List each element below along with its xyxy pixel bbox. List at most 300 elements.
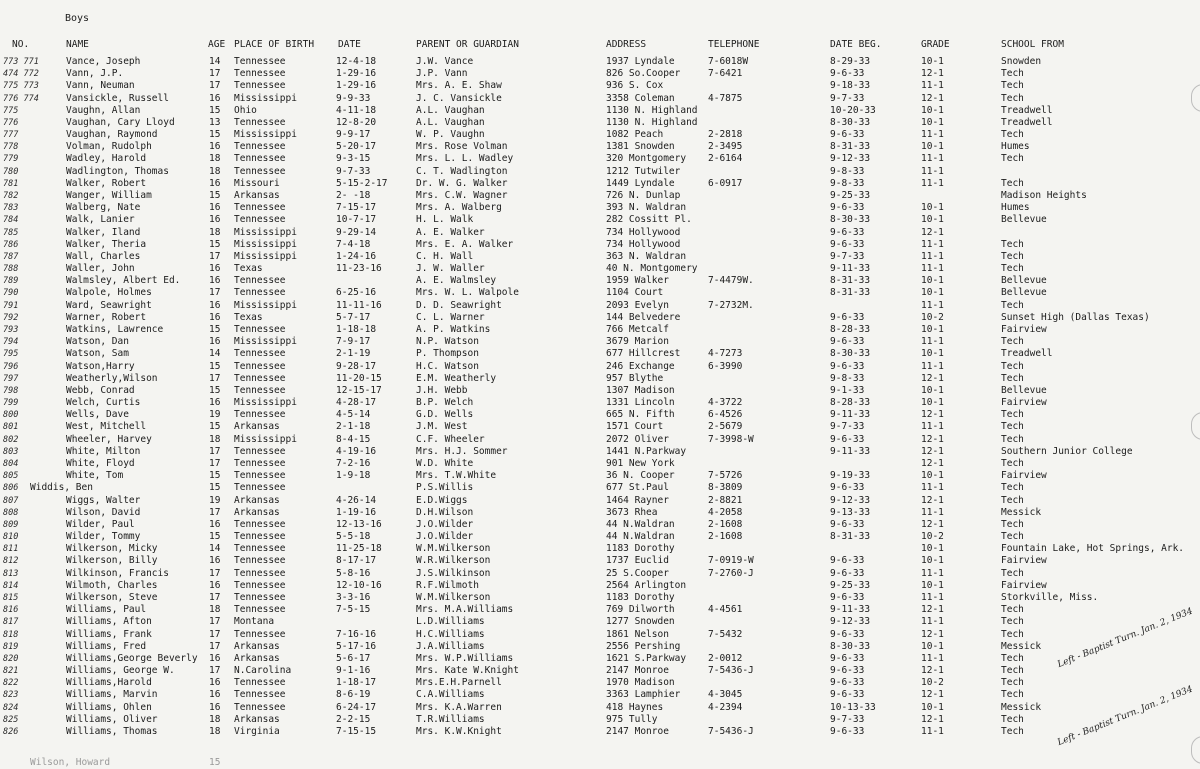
- row-number: 820: [3, 653, 19, 664]
- birth-date: 7-5-15: [336, 604, 371, 616]
- place-of-birth: Tennessee: [234, 202, 286, 214]
- age: 17: [209, 287, 221, 299]
- row-number: 799: [3, 398, 19, 408]
- school-from: Tech: [1001, 153, 1024, 165]
- table-row: [0, 568, 1200, 580]
- student-name: West, Mitchell: [66, 421, 147, 433]
- date-began: 9-25-33: [830, 190, 871, 201]
- school-from: Bellevue: [1001, 214, 1047, 226]
- table-row: [0, 409, 1200, 421]
- address: 2093 Evelyn: [606, 299, 669, 311]
- age: 17: [209, 628, 221, 640]
- birth-date: 4-19-16: [336, 445, 377, 457]
- birth-date: 12-10-16: [336, 579, 382, 591]
- age: 16: [209, 652, 221, 664]
- handwritten-note: Left - Baptist Turn. Jan. 2, 1934: [1056, 684, 1195, 748]
- date-began: 9-6-33: [830, 238, 865, 250]
- student-name: Vansickle, Russell: [66, 92, 169, 104]
- age: 19: [209, 409, 221, 421]
- place-of-birth: Montana: [234, 616, 275, 628]
- parent-name: Mrs. C.W. Wagner: [416, 190, 508, 201]
- row-number: 796: [3, 361, 19, 372]
- address: 665 N. Fifth: [606, 409, 675, 421]
- place-of-birth: Tennessee: [234, 701, 286, 713]
- date-began: 9-12-33: [830, 494, 871, 506]
- row-number: 814: [3, 580, 19, 591]
- table-row: [0, 166, 1200, 178]
- school-from: Storkville, Miss.: [1001, 591, 1099, 603]
- place-of-birth: Tennessee: [234, 628, 286, 640]
- grade: 10-1: [921, 470, 944, 482]
- age: 16: [209, 214, 221, 226]
- student-name: Wadlington, Thomas: [66, 165, 169, 177]
- cut-off-age: 15: [209, 757, 221, 768]
- date-began: 9-11-33: [830, 604, 871, 616]
- school-from: Fairview: [1001, 470, 1047, 482]
- telephone: 7-0919-W: [708, 555, 754, 567]
- grade: 12-1: [921, 226, 944, 238]
- page-title: Boys: [65, 13, 90, 24]
- header-place-of-birth: PLACE OF BIRTH: [234, 39, 315, 50]
- place-of-birth: Tennessee: [234, 275, 286, 287]
- parent-name: E.M. Weatherly: [416, 372, 497, 384]
- row-number: 804: [3, 458, 19, 469]
- student-name: Warner, Robert: [66, 311, 147, 323]
- parent-name: H.C. Watson: [416, 360, 479, 372]
- table-row: [0, 239, 1200, 251]
- header-grade: GRADE: [921, 39, 950, 50]
- parent-name: Mrs. A. E. Shaw: [416, 80, 502, 92]
- student-name: Walker, Robert: [66, 177, 147, 189]
- date-began: 9-13-33: [830, 506, 871, 518]
- student-name: Wilson, David: [66, 506, 141, 518]
- row-number: 790: [3, 288, 19, 299]
- school-from: Tech: [1001, 494, 1024, 506]
- table-row: [0, 263, 1200, 275]
- table-row: [0, 495, 1200, 507]
- birth-date: 1-18-18: [336, 324, 377, 335]
- address: 826 So.Cooper: [606, 68, 681, 80]
- birth-date: 11-23-16: [336, 263, 382, 275]
- table-row: [0, 214, 1200, 226]
- age: 18: [209, 226, 221, 238]
- place-of-birth: Mississippi: [234, 336, 297, 348]
- school-from: Tech: [1001, 689, 1024, 701]
- place-of-birth: Arkansas: [234, 640, 280, 652]
- place-of-birth: Tennessee: [234, 360, 286, 372]
- date-began: 9-18-33: [830, 80, 871, 92]
- parent-name: B.P. Welch: [416, 397, 474, 408]
- table-row: [0, 153, 1200, 165]
- school-from: Sunset High (Dallas Texas): [1001, 311, 1150, 323]
- table-row: [0, 592, 1200, 604]
- table-row: [0, 251, 1200, 263]
- table-row: [0, 726, 1200, 738]
- school-from: Humes: [1001, 141, 1030, 153]
- age: 14: [209, 543, 221, 555]
- address: 1441 N.Parkway: [606, 445, 687, 457]
- parent-name: W. P. Vaughn: [416, 129, 485, 141]
- address: 363 N. Waldran: [606, 250, 687, 262]
- birth-date: 5-7-17: [336, 311, 371, 323]
- student-name: Williams, Paul: [66, 604, 147, 616]
- address: 144 Belvedere: [606, 311, 681, 323]
- address: 2147 Monroe: [606, 725, 669, 737]
- address: 3358 Coleman: [606, 92, 675, 104]
- grade: 11-1: [921, 360, 944, 372]
- birth-date: 12-13-16: [336, 518, 382, 530]
- student-name: Wilkinson, Francis: [66, 567, 169, 579]
- address: 1277 Snowden: [606, 616, 675, 628]
- table-row: [0, 616, 1200, 628]
- table-row: [0, 385, 1200, 397]
- place-of-birth: Tennessee: [234, 482, 286, 494]
- birth-date: 11-25-18: [336, 543, 382, 555]
- student-name: Williams, Oliver: [66, 713, 158, 725]
- date-began: 9-6-33: [830, 665, 865, 676]
- table-row: [0, 507, 1200, 519]
- row-number: 793: [3, 325, 19, 335]
- student-name: Vaughn, Allan: [66, 104, 141, 116]
- student-name: Walker, Iland: [66, 226, 141, 238]
- birth-date: 7-16-16: [336, 628, 377, 640]
- grade: 10-2: [921, 531, 944, 542]
- address: 1861 Nelson: [606, 628, 669, 640]
- age: 17: [209, 445, 221, 457]
- birth-date: 9-28-17: [336, 360, 377, 372]
- row-number: 802: [3, 434, 19, 445]
- date-began: 9-6-33: [830, 518, 865, 530]
- student-name: Wilkerson, Billy: [66, 555, 158, 567]
- student-name: Walpole, Holmes: [66, 287, 152, 299]
- table-row: [0, 482, 1200, 494]
- place-of-birth: Arkansas: [234, 713, 280, 725]
- place-of-birth: Mississippi: [234, 238, 297, 250]
- grade: 12-1: [921, 665, 944, 676]
- birth-date: 3-3-16: [336, 591, 371, 603]
- parent-name: J.S.Wilkinson: [416, 567, 491, 579]
- grade: 11-1: [921, 591, 944, 603]
- place-of-birth: Tennessee: [234, 324, 286, 335]
- place-of-birth: Mississippi: [234, 250, 297, 262]
- age: 16: [209, 336, 221, 348]
- parent-name: J.O.Wilder: [416, 518, 474, 530]
- table-row: [0, 714, 1200, 726]
- table-row: [0, 653, 1200, 665]
- school-from: Messick: [1001, 701, 1042, 713]
- place-of-birth: Tennessee: [234, 153, 286, 165]
- place-of-birth: Arkansas: [234, 421, 280, 433]
- birth-date: 2-1-18: [336, 421, 371, 433]
- table-row: [0, 531, 1200, 543]
- age: 16: [209, 555, 221, 567]
- parent-name: A.L. Vaughan: [416, 116, 485, 128]
- telephone: 4-3722: [708, 397, 743, 408]
- parent-name: Mrs. W. L. Walpole: [416, 287, 519, 299]
- student-name: Walmsley, Albert Ed.: [66, 275, 181, 287]
- age: 16: [209, 311, 221, 323]
- grade: 11-1: [921, 652, 944, 664]
- birth-date: 9-9-17: [336, 129, 371, 141]
- birth-date: 11-20-15: [336, 372, 382, 384]
- address: 1130 N. Highland: [606, 104, 698, 116]
- school-from: Tech: [1001, 677, 1024, 689]
- parent-name: W.M.Wilkerson: [416, 591, 491, 603]
- header-age: AGE: [208, 39, 226, 50]
- telephone: 6-4526: [708, 409, 743, 421]
- age: 17: [209, 80, 221, 92]
- date-began: 9-6-33: [830, 68, 865, 80]
- date-began: 9-6-33: [830, 628, 865, 640]
- student-name: Wiggs, Walter: [66, 494, 141, 506]
- parent-name: W.M.Wilkerson: [416, 543, 491, 555]
- parent-name: A. E. Walker: [416, 226, 485, 238]
- parent-name: Mrs. T.W.White: [416, 470, 497, 482]
- student-name: Williams, Frank: [66, 628, 152, 640]
- telephone: 7-2760-J: [708, 567, 754, 579]
- place-of-birth: Tennessee: [234, 531, 286, 542]
- school-from: Tech: [1001, 421, 1024, 433]
- parent-name: J.H. Webb: [416, 384, 468, 396]
- grade: 11-1: [921, 725, 944, 737]
- address: 2564 Arlington: [606, 579, 687, 591]
- parent-name: W.R.Wilkerson: [416, 555, 491, 567]
- grade: 12-1: [921, 713, 944, 725]
- school-from: Tech: [1001, 238, 1024, 250]
- address: 282 Cossitt Pl.: [606, 214, 692, 226]
- student-name: Williams,Harold: [66, 677, 152, 689]
- grade: 11-1: [921, 250, 944, 262]
- parent-name: N.P. Watson: [416, 336, 479, 348]
- student-name: Wheeler, Harvey: [66, 433, 152, 445]
- school-from: Tech: [1001, 263, 1024, 275]
- school-from: Treadwell: [1001, 104, 1053, 116]
- place-of-birth: Texas: [234, 311, 263, 323]
- age: 15: [209, 324, 221, 335]
- student-name: Williams, Fred: [66, 640, 147, 652]
- birth-date: 8-6-19: [336, 689, 371, 701]
- table-row: [0, 458, 1200, 470]
- student-name: Watkins, Lawrence: [66, 324, 164, 335]
- address: 3363 Lamphier: [606, 689, 681, 701]
- place-of-birth: Tennessee: [234, 116, 286, 128]
- grade: 10-1: [921, 275, 944, 287]
- telephone: 6-0917: [708, 177, 743, 189]
- header-name: NAME: [66, 39, 89, 50]
- school-from: Fairview: [1001, 555, 1047, 567]
- header-no: NO.: [12, 39, 30, 50]
- date-began: 8-31-33: [830, 141, 871, 153]
- grade: 12-1: [921, 518, 944, 530]
- grade: 10-1: [921, 701, 944, 713]
- address: 1307 Madison: [606, 384, 675, 396]
- school-from: Tech: [1001, 652, 1024, 664]
- table-row: [0, 555, 1200, 567]
- table-row: [0, 129, 1200, 141]
- place-of-birth: Mississippi: [234, 226, 297, 238]
- age: 17: [209, 250, 221, 262]
- row-number: 822: [3, 678, 19, 689]
- telephone: 2-5679: [708, 421, 743, 433]
- address: 2556 Pershing: [606, 640, 681, 652]
- birth-date: 12-4-18: [336, 56, 377, 67]
- row-number: 784: [3, 215, 19, 226]
- date-began: 9-8-33: [830, 165, 865, 177]
- address: 957 Blythe: [606, 372, 664, 384]
- birth-date: 9-1-16: [336, 665, 371, 676]
- date-began: 8-31-33: [830, 531, 871, 542]
- date-began: 9-6-33: [830, 226, 865, 238]
- age: 18: [209, 165, 221, 177]
- birth-date: 5-6-17: [336, 652, 371, 664]
- student-name: Webb, Conrad: [66, 384, 135, 396]
- telephone: 2-1608: [708, 518, 743, 530]
- row-number: 809: [3, 519, 19, 530]
- grade: 10-1: [921, 104, 944, 116]
- place-of-birth: Tennessee: [234, 214, 286, 226]
- school-from: Treadwell: [1001, 348, 1053, 360]
- student-name: Volman, Rudolph: [66, 141, 152, 153]
- place-of-birth: Ohio: [234, 104, 257, 116]
- table-row: [0, 629, 1200, 641]
- school-from: Tech: [1001, 409, 1024, 421]
- place-of-birth: Tennessee: [234, 68, 286, 80]
- place-of-birth: Arkansas: [234, 494, 280, 506]
- birth-date: 1-18-17: [336, 677, 377, 689]
- school-from: Messick: [1001, 640, 1042, 652]
- age: 18: [209, 713, 221, 725]
- table-row: [0, 677, 1200, 689]
- telephone: 2-6164: [708, 153, 743, 165]
- table-row: [0, 397, 1200, 409]
- school-from: Tech: [1001, 68, 1024, 80]
- date-began: 9-11-33: [830, 409, 871, 421]
- date-began: 9-1-33: [830, 384, 865, 396]
- row-number: 813: [3, 568, 19, 579]
- date-began: 9-6-33: [830, 311, 865, 323]
- place-of-birth: Tennessee: [234, 579, 286, 591]
- date-began: 9-12-33: [830, 616, 871, 628]
- age: 16: [209, 177, 221, 189]
- grade: 10-1: [921, 348, 944, 360]
- grade: 11-1: [921, 129, 944, 141]
- age: 15: [209, 531, 221, 542]
- grade: 10-1: [921, 141, 944, 153]
- birth-date: 1-29-16: [336, 68, 377, 80]
- school-from: Tech: [1001, 725, 1024, 737]
- telephone: 7-3998-W: [708, 433, 754, 445]
- age: 18: [209, 153, 221, 165]
- row-number: 818: [3, 629, 19, 640]
- table-row: [0, 275, 1200, 287]
- table-row: [0, 190, 1200, 202]
- header-address: ADDRESS: [606, 39, 647, 50]
- grade: 10-2: [921, 677, 944, 689]
- place-of-birth: Tennessee: [234, 141, 286, 153]
- grade: 10-1: [921, 324, 944, 335]
- school-from: Fountain Lake, Hot Springs, Ark.: [1001, 543, 1185, 555]
- table-row: [0, 202, 1200, 214]
- age: 17: [209, 665, 221, 676]
- date-began: 9-6-33: [830, 202, 865, 214]
- birth-date: 9-29-14: [336, 226, 377, 238]
- table-row: [0, 543, 1200, 555]
- date-began: 9-11-33: [830, 263, 871, 275]
- student-name: Weatherly,Wilson: [66, 372, 158, 384]
- parent-name: J.O.Wilder: [416, 531, 474, 542]
- row-number: 808: [3, 507, 19, 518]
- row-number: 783: [3, 203, 19, 214]
- header-date-beg: DATE BEG.: [830, 39, 882, 50]
- student-name: Welch, Curtis: [66, 397, 141, 408]
- row-number: 817: [3, 617, 19, 628]
- table-row: [0, 93, 1200, 105]
- date-began: 9-8-33: [830, 177, 865, 189]
- parent-name: A. P. Watkins: [416, 324, 491, 335]
- age: 13: [209, 116, 221, 128]
- date-began: 8-31-33: [830, 275, 871, 287]
- student-name: Williams, Afton: [66, 616, 152, 628]
- date-began: 9-7-33: [830, 92, 865, 104]
- table-row: [0, 604, 1200, 616]
- table-row: [0, 446, 1200, 458]
- birth-date: 9-9-33: [336, 92, 371, 104]
- row-number: 776: [3, 117, 19, 128]
- birth-date: 7-4-18: [336, 238, 371, 250]
- student-name: Ward, Seawright: [66, 299, 152, 311]
- student-name: Wells, Dave: [66, 409, 129, 421]
- row-number: 791: [3, 300, 19, 311]
- telephone: 4-7273: [708, 348, 743, 360]
- school-from: Humes: [1001, 202, 1030, 214]
- date-began: 9-6-33: [830, 677, 865, 689]
- place-of-birth: Tennessee: [234, 543, 286, 555]
- school-from: Tech: [1001, 457, 1024, 469]
- birth-date: 5-15-2-17: [336, 177, 388, 189]
- student-name: Vann, J.P.: [66, 68, 124, 80]
- grade: 11-1: [921, 506, 944, 518]
- student-name: Wanger, William: [66, 190, 152, 201]
- row-number: 474 772: [3, 69, 39, 80]
- date-began: 9-6-33: [830, 689, 865, 701]
- grade: 12-1: [921, 689, 944, 701]
- row-number: 786: [3, 239, 19, 250]
- birth-date: 7-15-15: [336, 725, 377, 737]
- grade: 10-1: [921, 287, 944, 299]
- date-began: 9-11-33: [830, 445, 871, 457]
- age: 17: [209, 591, 221, 603]
- row-number: 806: [3, 483, 19, 494]
- school-from: Tech: [1001, 80, 1024, 92]
- telephone: 2-3495: [708, 141, 743, 153]
- row-number: 792: [3, 312, 19, 323]
- address: 246 Exchange: [606, 360, 675, 372]
- school-from: Bellevue: [1001, 275, 1047, 287]
- age: 16: [209, 299, 221, 311]
- age: 17: [209, 616, 221, 628]
- parent-name: J.A.Williams: [416, 640, 485, 652]
- age: 16: [209, 701, 221, 713]
- telephone: 2-0012: [708, 652, 743, 664]
- row-number: 824: [3, 702, 19, 713]
- telephone: 4-2394: [708, 701, 743, 713]
- row-number: 775: [3, 105, 19, 116]
- address: 734 Hollywood: [606, 238, 681, 250]
- school-from: Fairview: [1001, 397, 1047, 408]
- grade: 11-1: [921, 336, 944, 348]
- age: 17: [209, 372, 221, 384]
- student-name: Wilkerson, Micky: [66, 543, 158, 555]
